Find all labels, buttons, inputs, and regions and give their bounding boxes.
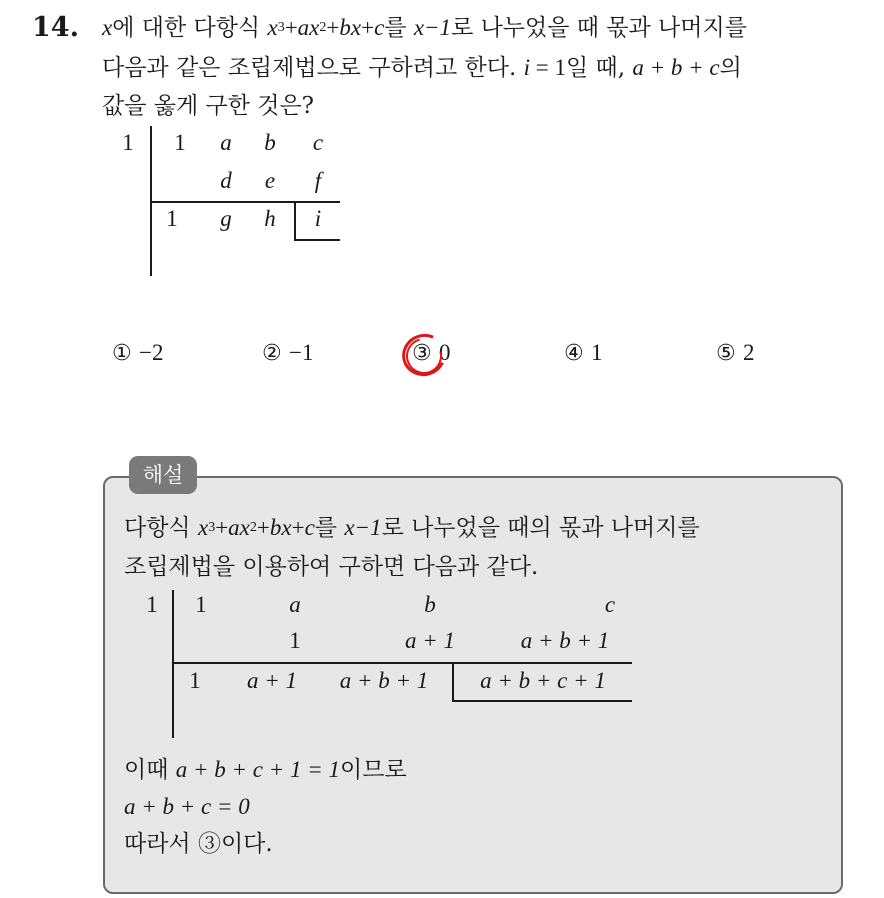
- table1-cell: g: [220, 206, 232, 231]
- poly-x3: x: [267, 15, 278, 40]
- explanation-line-3: 이때 a + b + c + 1 = 1이므로: [124, 757, 407, 783]
- table1-cell: 1: [174, 130, 186, 155]
- choice-1[interactable]: ① −2: [112, 340, 164, 366]
- question-line-3: 값을 옳게 구한 것은?: [102, 93, 315, 119]
- question-number: 14.: [32, 12, 79, 43]
- table2-cell: a: [289, 592, 301, 617]
- choice-3[interactable]: ③ 0: [412, 340, 451, 366]
- table2-cell: c: [604, 592, 616, 617]
- table1-cell: b: [264, 130, 276, 155]
- explanation-line-5: 따라서 ③이다.: [124, 831, 273, 857]
- table2-cell: 1: [195, 592, 207, 617]
- answer-circle-mark-inner: [399, 331, 448, 380]
- table1-cell: c: [312, 130, 324, 155]
- table1-cell: h: [264, 206, 276, 231]
- table1-cell: f: [314, 168, 322, 193]
- table1-cell: 1: [166, 206, 178, 231]
- choice-2[interactable]: ② −1: [262, 340, 314, 366]
- explanation-tag: 해설: [129, 456, 197, 494]
- table1-remainder-underline: [294, 239, 340, 241]
- table1-cell: a: [220, 130, 232, 155]
- table2-divisor: 1: [146, 592, 158, 617]
- explanation-line-4: a + b + c = 0: [124, 794, 250, 819]
- explanation-line-1: 다항식 $x^3+ax^2+bx+c$를 x−1로 나누었을 때의 몫과 나머지를: [124, 515, 700, 541]
- table2-cell: a + b + 1: [339, 668, 429, 693]
- choice-5[interactable]: ⑤ 2: [716, 340, 755, 366]
- table1-divisor: 1: [122, 130, 134, 155]
- table2-cell: b: [424, 592, 436, 617]
- table2-remainder-underline: [452, 700, 632, 702]
- table1-cell: i: [314, 206, 322, 231]
- table2-cell: a + 1: [246, 668, 298, 693]
- table1-horizontal-rule: [150, 201, 340, 203]
- table2-cell: a + b + 1: [520, 628, 610, 653]
- table2-cell: 1: [189, 668, 201, 693]
- var-x: x: [102, 15, 113, 40]
- table2-cell: a + 1: [404, 628, 456, 653]
- table1-cell: e: [264, 168, 276, 193]
- table2-cell: 1: [289, 628, 301, 653]
- table2-horizontal-rule: [172, 662, 632, 664]
- table1-remainder-rule: [294, 203, 296, 240]
- table2-remainder-rule: [452, 664, 454, 701]
- divisor: x−1: [413, 15, 452, 40]
- choice-4[interactable]: ④ 1: [564, 340, 603, 366]
- question-line-1: x에 대한 다항식 $x^3+ax^2+bx+c$를 x−1로 나누었을 때 몫과 나머지를: [102, 15, 747, 41]
- table2-cell: a + b + c + 1: [480, 668, 606, 693]
- table1-cell: d: [220, 168, 232, 193]
- question-line-2: 다음과 같은 조립제법으로 구하려고 한다. i = 1일 때, a + b + c의: [102, 55, 742, 81]
- table2-vertical-rule: [172, 590, 174, 738]
- explanation-line-2: 조립제법을 이용하여 구하면 다음과 같다.: [124, 554, 539, 580]
